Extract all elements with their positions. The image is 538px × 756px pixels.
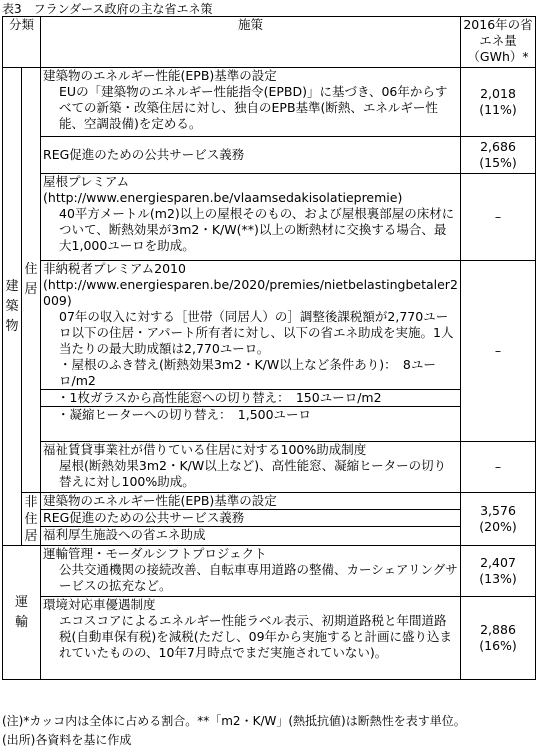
policy-title: REG促進のための公共サービス義務 bbox=[43, 147, 245, 162]
table-header-row bbox=[3, 17, 536, 68]
saving-cell bbox=[461, 68, 536, 137]
policy-description: 07年の収入に対する［世帯（同居人）の］調整後課税額が2,770ユーロ以下の住居・アパート所有者に対し、以下の省エネ助成を実施。1人当たりの最大助成額は2,770ユーロ。 bbox=[59, 309, 454, 356]
policy-description: 公共交通機関の接続改善、自転車専用道路の整備、カーシェアリングサービスの拡充など。 bbox=[59, 562, 458, 593]
policy-title: 屋根プレミアム bbox=[43, 174, 130, 189]
saving-value: – bbox=[494, 209, 502, 224]
saving-cell bbox=[461, 546, 536, 597]
policy-url: (http://www.energiesparen.be/vlaamsedakisolatiepremie) bbox=[43, 190, 403, 205]
policy-description: エコスコアによるエネルギー性能ラベル表示、初期道路税と年間道路税(自動車保有税)を減税(ただし、09年から実施すると計画に盛り込まれていたものの、10年7月時点でまだ実施されていない)。 bbox=[59, 613, 453, 660]
saving-share: (16%) bbox=[479, 638, 517, 653]
table-row bbox=[3, 137, 536, 174]
category-transport: 運輸 bbox=[3, 546, 41, 680]
table-caption: 表3 フランダース政府の主な省エネ策 bbox=[2, 2, 213, 16]
policy-title: 非納税者プレミアム2010 bbox=[43, 261, 186, 276]
policy-bullet: ・1枚ガラスから高性能窓への切り替え： 150ユーロ/m2 bbox=[41, 390, 460, 407]
table-row bbox=[3, 546, 536, 597]
saving-value: 2,407 bbox=[480, 555, 516, 570]
saving-cell bbox=[461, 261, 536, 442]
header-saving: 2016年の省エネ量（GWh）* bbox=[461, 17, 536, 68]
policy-description: EUの「建築物のエネルギー性能指令(EPBD)」に基づき、06年からすべての新築・改築住居に対し、独自のEPB基準(断熱、エネルギー性能、空調設備)を定める。 bbox=[59, 84, 448, 131]
saving-value: – bbox=[494, 343, 502, 358]
policy-url: (http://www.energiesparen.be/2020/premies/nietbelastingbetaler2009) bbox=[43, 277, 458, 308]
policy-cell bbox=[41, 261, 461, 442]
policy-description: 屋根(断熱効果3m2・K/W以上など)、高性能窓、凝縮ヒーターの切り替えに対し100%助成。 bbox=[59, 458, 447, 489]
saving-share: (20%) bbox=[479, 519, 517, 534]
policy-bullet: ・屋根のふき替え(断熱効果3m2・K/W以上など条件あり)： 8ユーロ/m2 bbox=[59, 357, 436, 388]
table-row bbox=[3, 261, 536, 442]
saving-value: – bbox=[494, 459, 502, 474]
saving-cell bbox=[461, 174, 536, 261]
saving-share: (15%) bbox=[479, 155, 517, 170]
policy-cell bbox=[41, 442, 461, 493]
policy-title: REG促進のための公共サービス義務 bbox=[41, 510, 460, 527]
header-policy: 施策 bbox=[41, 17, 461, 68]
policy-title: 福利厚生施設への省エネ助成 bbox=[43, 527, 206, 542]
saving-value: 2,018 bbox=[480, 86, 516, 101]
table-row bbox=[3, 174, 536, 261]
policy-cell bbox=[41, 546, 461, 597]
policy-title: 運輸管理・モーダルシフトプロジェクト bbox=[43, 546, 267, 561]
policy-description: 40平方メートル(m2)以上の屋根そのもの、および屋根裏部屋の床材について、断熱効果が3m2・K/W(**)以上の断熱材に交換する場合、最大1,000ユーロを助成。 bbox=[59, 206, 455, 253]
category-building: 建築物 bbox=[3, 68, 22, 546]
saving-value: 2,886 bbox=[480, 622, 516, 637]
category-non-residential: 非住居 bbox=[22, 493, 41, 546]
saving-cell bbox=[461, 137, 536, 174]
table-row bbox=[3, 597, 536, 680]
policy-table bbox=[2, 16, 536, 680]
saving-cell bbox=[461, 442, 536, 493]
note-text: (注)*カッコ内は全体に占める割合。**「m2・K/W」(熱抵抗値)は断熱性を表す単位。 bbox=[2, 714, 466, 728]
policy-cell bbox=[41, 68, 461, 137]
policy-cell bbox=[41, 174, 461, 261]
policy-cell bbox=[41, 137, 461, 174]
policy-title: 環境対応車優遇制度 bbox=[43, 597, 156, 612]
table-row bbox=[3, 442, 536, 493]
saving-share: (13%) bbox=[479, 571, 517, 586]
saving-cell bbox=[461, 597, 536, 680]
policy-title: 福祉賃貸事業社が借りている住居に対する100%助成制度 bbox=[43, 442, 367, 457]
saving-value: 2,686 bbox=[480, 139, 516, 154]
table-row bbox=[3, 68, 536, 137]
policy-title: 建築物のエネルギー性能(EPB)基準の設定 bbox=[43, 68, 277, 83]
saving-cell bbox=[461, 493, 536, 546]
source-text: (出所)各資料を基に作成 bbox=[2, 733, 132, 747]
saving-share: (11%) bbox=[479, 102, 517, 117]
policy-main-block bbox=[41, 261, 460, 390]
table-notes bbox=[2, 712, 466, 750]
policy-cell bbox=[41, 493, 461, 546]
policy-title: 建築物のエネルギー性能(EPB)基準の設定 bbox=[41, 493, 460, 510]
category-residential: 住居 bbox=[22, 68, 41, 493]
policy-cell bbox=[41, 597, 461, 680]
header-category: 分類 bbox=[3, 17, 41, 68]
saving-value: 3,576 bbox=[480, 503, 516, 518]
table-row bbox=[3, 493, 536, 546]
policy-bullet: ・凝縮ヒーターへの切り替え： 1,500ユーロ bbox=[57, 407, 312, 422]
